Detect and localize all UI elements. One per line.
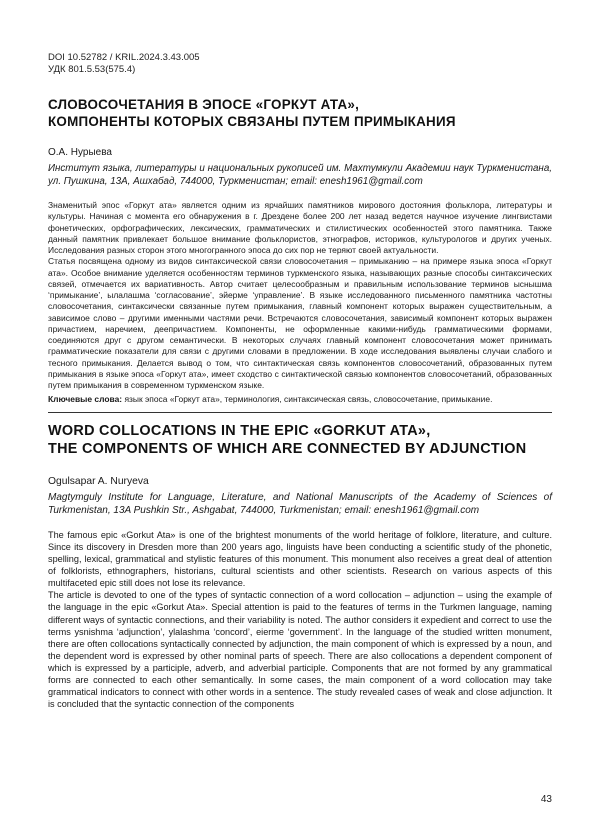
english-author: Ogulsapar A. Nuryeva — [48, 475, 149, 487]
russian-abstract — [48, 200, 552, 391]
russian-author: О.А. Нурыева — [48, 147, 112, 158]
english-title — [48, 422, 552, 458]
udk-line: УДК 801.5.53(575.4) — [48, 64, 136, 75]
english-abstract — [48, 529, 552, 757]
english-title-line-2: THE COMPONENTS OF WHICH ARE CONNECTED BY ADJUNCTION — [48, 440, 527, 457]
english-affiliation: Magtymguly Institute for Language, Literature, and National Manuscripts of the Academy of Sciences of Turkmenistan, 13A Pushkin Str., Ashgabat, 744000, Turkmenistan; email: enesh1961@gmail.com — [48, 491, 552, 516]
english-abstract-paragraph-2: The article is devoted to one of the types of syntactic connection of a word collocation – adjunction – using the example of the language in the epic «Gorkut Ata». Special attention is paid to the features of terms in the Turkmen language, naming different ways of syntactic connections, and their variability is noted. The author considers it expedient and correct to use the terms ysnishma ‘adjunction’, ylalashma ‘concord’, eierme ‘government’. In the language of the studied written monument, there are often collocations syntactically connected by adjunction, the main component of which is expressed by a noun, and the dependent word is expressed by other nominal parts of speech. There are also collocations a dependent component of which is expressed by a participle, adverb, and adverbial participle. Components that are not formed by any grammatical forms are connected to each other semantically. In some cases, the main component of a word collocation may take grammatical indicators to connect with other words in a sentence. The study revealed cases of weak and close adjunction. It is concluded that the syntactic connection of the components — [48, 590, 552, 710]
russian-title — [48, 96, 552, 130]
russian-title-line-2: КОМПОНЕНТЫ КОТОРЫХ СВЯЗАНЫ ПУТЕМ ПРИМЫКАНИЯ — [48, 114, 456, 129]
russian-title-line-1: СЛОВОСОЧЕТАНИЯ В ЭПОСЕ «ГОРКУТ АТА», — [48, 97, 360, 112]
keywords-text: язык эпоса «Горкут ата», терминология, синтаксическая связь, словосочетание, примыкание. — [124, 394, 493, 405]
article-page — [48, 52, 552, 757]
page-number: 43 — [540, 794, 552, 805]
doi-line: DOI 10.52782 / KRIL.2024.3.43.005 — [48, 52, 200, 63]
english-abstract-paragraph-1: The famous epic «Gorkut Ata» is one of the brightest monuments of the world heritage of folklore, literature, and culture. Since its discovery in Dresden more than 200 years ago, linguists have been conducting a scientific study of the phonetic, spelling, lexical, grammatical and stylistic features of this monument. This monument also receives a great deal of attention of folklorists, ethnographers, historians, cultural scientists and other scientists. Research on various aspects of this multifaceted epic still does not lose its relevance. — [48, 529, 552, 589]
section-divider — [48, 412, 552, 413]
keywords-label: Ключевые слова: — [48, 394, 123, 405]
russian-abstract-paragraph-1: Знаменитый эпос «Горкут ата» является одним из ярчайших памятников мирового достояния фольклора, литературы и культуры. Начиная с момента его обнаружения в г. Дрездене более 200 лет назад ведется научное изучение лингвистами фонетических, орфографических, лексических, грамматических и стилистических особенностей этого памятника. Также данный памятник привлекает большое внимание фольклористов, этнографов, историков, культурологов и других ученых. Исследования разных сторон этого многогранного эпоса до сих пор не теряют своей актуальности. — [48, 200, 552, 255]
russian-affiliation: Институт языка, литературы и национальных рукописей им. Махтумкули Академии наук Туркменистана, ул. Пушкина, 13А, Ашхабад, 744000, Туркменистан; email: enesh1961@gmail.com — [48, 163, 552, 187]
russian-abstract-paragraph-2: Статья посвящена одному из видов синтаксической связи словосочетания – примыканию – на примере языка эпоса «Горкут ата». Особое внимание уделяется особенностям терминов туркменского языка, называющих разные способы синтаксических связей, отмечается их вариативность. Автор считает целесообразным и правильным использование терминов ысныш‍ма ‘примыкание’, ылалашма ‘согласование’, эйерме ‘управление’. В языке исследованного письменного памятника частотны словосочетания, синтаксически связанные путем примыкания, главный компонент которых выражен существительным, а зависимое слово – другими именными частями речи. Встречаются словосочетания, зависимый компонент которых выражен причастием, наречием, деепричастием. Компоненты, не оформленные какими-нибудь грамматическими формами, соединяются друг с другом семантически. В некоторых случаях главный компонент словосочетания может принимать грамматические показатели для связи с другими словами в предложении. В ходе исследования выявлены случаи слабого и тесного примыкания. Делается вывод о том, что синтактическая связь компонентов словосочетаний, образованных путем примыкания в языке эпоса «Горкут ата», имеет сходство с синтактической связью компонентов словосочетаний, образованных путем примыкания в современном туркменском языке. — [48, 256, 552, 390]
english-title-line-1: WORD COLLOCATIONS IN THE EPIC «GORKUT ATA», — [48, 422, 431, 439]
russian-keywords — [48, 394, 552, 405]
